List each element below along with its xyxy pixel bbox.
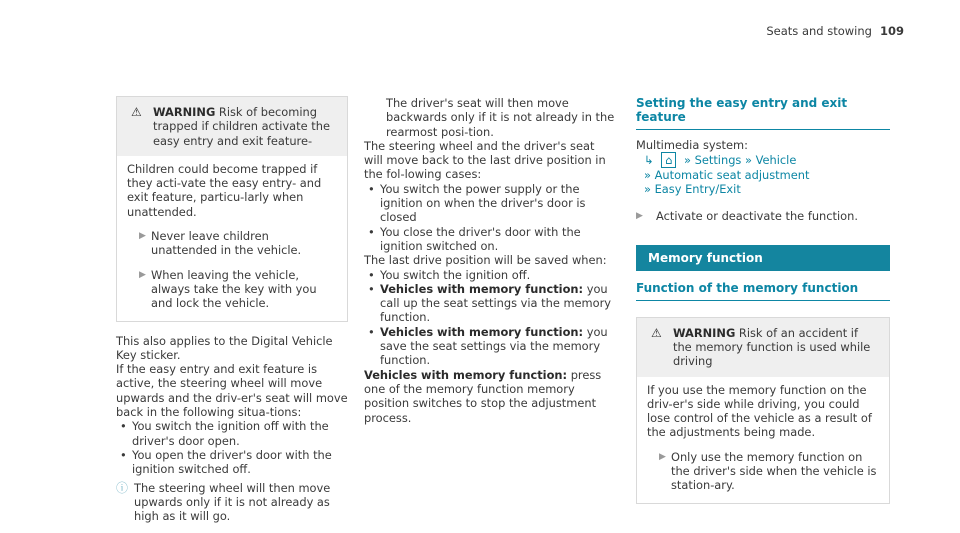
menu-path xyxy=(636,152,890,168)
page-header xyxy=(766,24,904,38)
chevron-icon: » xyxy=(684,152,692,167)
paragraph: The last drive position will be saved when: xyxy=(364,253,607,268)
list-item: • You switch the power supply or the ignition on when the driver's door is closed xyxy=(368,181,586,225)
play-arrow-icon: ▶ xyxy=(636,210,643,221)
chevron-icon: » xyxy=(644,168,651,183)
warning-box-trapped xyxy=(116,96,348,322)
warning-step xyxy=(127,268,337,311)
chevron-icon: » xyxy=(745,152,752,167)
paragraph: The steering wheel and the driver's seat will move back to the last drive position in the fol-lowing cases: xyxy=(364,138,606,182)
column-3 xyxy=(636,96,890,504)
list-item: • You switch the ignition off with the driver's door open. xyxy=(120,419,329,448)
path-vehicle: Vehicle xyxy=(755,152,797,167)
warning-step-text: Only use the memory function on the driver's side when the vehicle is station-ary. xyxy=(671,449,877,493)
list-item: • You close the driver's door with the ignition switched on. xyxy=(368,224,581,253)
list-item: • You switch the ignition off. xyxy=(368,267,531,282)
home-icon: ⌂ xyxy=(661,152,676,168)
path-easy-entry-exit: Easy Entry/Exit xyxy=(654,182,741,197)
list-item: • Vehicles with memory function: you call up the seat settings via the memory function. xyxy=(368,281,612,325)
warning-label: WARNING xyxy=(673,325,736,340)
paragraph: The driver's seat will then move backwards only if it is not already in the rearmost posi-tion. xyxy=(386,96,615,139)
play-arrow-icon: ▶ xyxy=(659,451,666,462)
paragraph: Vehicles with memory function: press one of the memory function memory position switches to stop the adjustment process. xyxy=(364,367,602,425)
play-arrow-icon: ▶ xyxy=(139,231,146,242)
memory-function-bar: Memory function xyxy=(636,245,890,271)
system-label: Multimedia system: xyxy=(636,137,748,152)
bullet-list xyxy=(364,182,616,253)
info-note-icon: ⓘ xyxy=(116,480,129,495)
action-step xyxy=(636,209,890,223)
note xyxy=(116,481,348,524)
warning-triangle-icon: ⚠ xyxy=(651,325,662,340)
chevron-icon: » xyxy=(644,182,651,197)
warning-triangle-icon: ⚠ xyxy=(131,105,142,119)
action-text: Activate or deactivate the function. xyxy=(656,208,858,223)
warning-label: WARNING xyxy=(153,105,216,119)
header-section-title: Seats and stowing xyxy=(766,24,872,38)
memory-section-title: Function of the memory function xyxy=(636,281,890,300)
warning-body xyxy=(117,156,347,321)
paragraph: If the easy entry and exit feature is active, the steering wheel will move upwards and the driv-er's seat will move back in the following situa-tions: xyxy=(116,362,348,420)
list-item: • Vehicles with memory function: you save the seat settings via the memory function. xyxy=(368,324,608,368)
warning-step xyxy=(127,229,337,258)
warning-body xyxy=(637,377,889,503)
warning-step xyxy=(647,450,879,493)
warning-body-text: If you use the memory function on the driv-er's side while driving, you could lose control of the vehicle as a result of the adjustments being made. xyxy=(647,382,872,440)
bullet-list xyxy=(364,268,616,368)
section-title: Setting the easy entry and exit feature xyxy=(636,96,890,130)
warning-header xyxy=(117,97,347,156)
path-settings: Settings xyxy=(694,152,742,167)
list-item: • You open the driver's door with the ignition switched off. xyxy=(120,447,332,477)
column-1 xyxy=(116,96,348,523)
warning-box-memory xyxy=(636,317,890,504)
warning-title: Risk of becoming trapped if children activate the easy entry and exit feature- xyxy=(153,105,330,148)
note-text: The steering wheel will then move upwards only if it is not already as high as it will go. xyxy=(134,480,331,524)
page-number: 109 xyxy=(879,24,904,38)
warning-step-text: Never leave children unattended in the vehicle. xyxy=(151,229,302,258)
warning-step-text: When leaving the vehicle, always take the key with you and lock the vehicle. xyxy=(151,267,317,311)
warning-title: Risk of an accident if the memory function is used while driving xyxy=(673,325,871,369)
warning-header xyxy=(637,318,889,377)
play-arrow-icon: ▶ xyxy=(139,269,146,280)
path-automatic-seat-adjustment: Automatic seat adjustment xyxy=(654,168,810,183)
bullet-list xyxy=(116,419,348,476)
warning-body-text: Children could become trapped if they acti-vate the easy entry- and exit feature, particu-larly when unattended. xyxy=(127,161,322,219)
column-2 xyxy=(364,96,616,425)
path-return-arrow-icon: ↳ xyxy=(644,152,654,167)
paragraph: This also applies to the Digital Vehicle Key sticker. xyxy=(116,333,333,362)
